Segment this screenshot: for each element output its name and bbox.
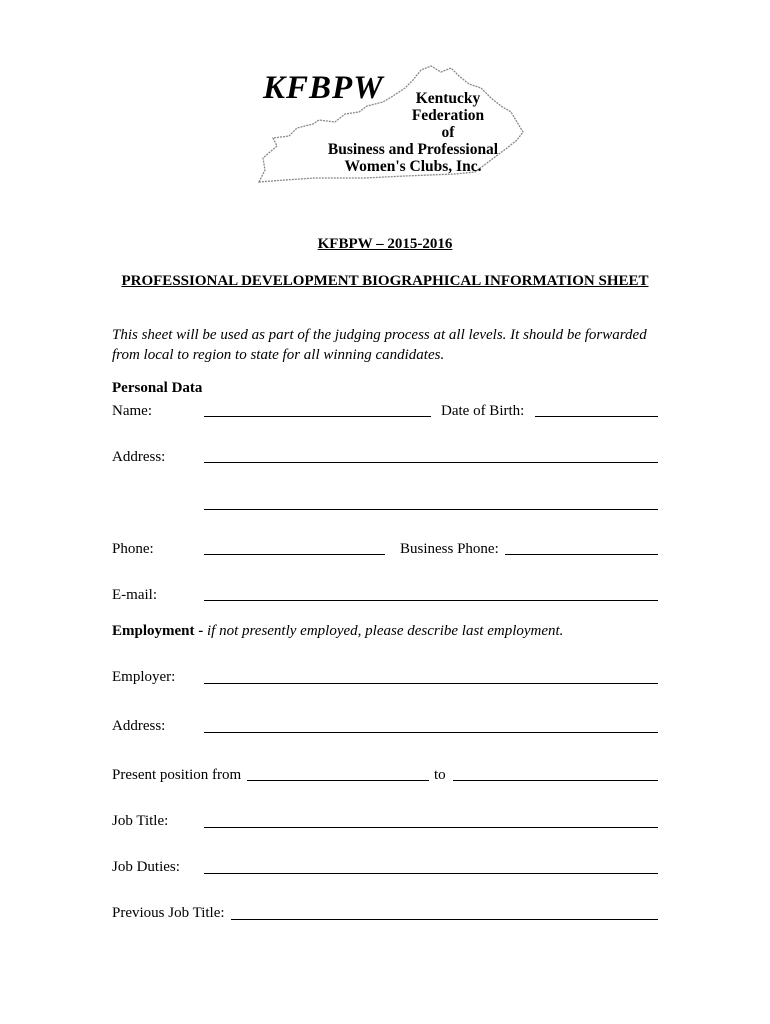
position-to-label: to xyxy=(434,767,446,783)
employer-address-field[interactable] xyxy=(204,732,658,733)
position-from-label: Present position from xyxy=(112,767,242,783)
job-title-field[interactable] xyxy=(204,827,658,828)
employment-note: if not presently employed, please describe last employment. xyxy=(207,623,564,639)
kfbpw-logo xyxy=(255,62,527,190)
personal-data-heading: Personal Data xyxy=(112,380,203,396)
logo-line-4: Business and Professional xyxy=(327,141,499,158)
logo-line-5: Women's Clubs, Inc. xyxy=(344,158,482,175)
job-duties-field[interactable] xyxy=(204,873,658,874)
logo-org-name xyxy=(291,90,535,175)
logo-line-1: Kentucky xyxy=(415,90,481,107)
job-title-label: Job Title: xyxy=(112,813,169,829)
business-phone-field[interactable] xyxy=(505,554,658,555)
phone-field[interactable] xyxy=(204,554,385,555)
employment-heading-row xyxy=(112,623,563,640)
name-label: Name: xyxy=(112,403,152,419)
sheet-title: PROFESSIONAL DEVELOPMENT BIOGRAPHICAL INFORMATION SHEET xyxy=(121,273,649,289)
email-label: E-mail: xyxy=(112,587,157,603)
employer-label: Employer: xyxy=(112,669,176,685)
intro-paragraph: This sheet will be used as part of the judging process at all levels. It should be forwarded from local to region to state for all winning candidates. xyxy=(112,327,647,363)
logo-line-2: Federation xyxy=(411,107,485,124)
name-field[interactable] xyxy=(204,416,431,417)
dob-field[interactable] xyxy=(535,416,658,417)
business-phone-label: Business Phone: xyxy=(400,541,499,557)
employer-field[interactable] xyxy=(204,683,658,684)
employer-address-label: Address: xyxy=(112,718,166,734)
address-label: Address: xyxy=(112,449,166,465)
email-field[interactable] xyxy=(204,600,658,601)
logo-wordmark: KFBPW xyxy=(263,70,384,106)
employment-heading: Employment - xyxy=(112,623,204,639)
dob-label: Date of Birth: xyxy=(441,403,525,419)
position-to-field[interactable] xyxy=(453,780,658,781)
previous-job-title-field[interactable] xyxy=(231,919,658,920)
logo-line-3: of xyxy=(441,124,455,141)
job-duties-label: Job Duties: xyxy=(112,859,180,875)
position-from-field[interactable] xyxy=(247,780,429,781)
address-field-line-1[interactable] xyxy=(204,462,658,463)
year-title: KFBPW – 2015-2016 xyxy=(317,236,453,252)
address-field-line-2[interactable] xyxy=(204,509,658,510)
previous-job-title-label: Previous Job Title: xyxy=(112,905,225,921)
phone-label: Phone: xyxy=(112,541,154,557)
